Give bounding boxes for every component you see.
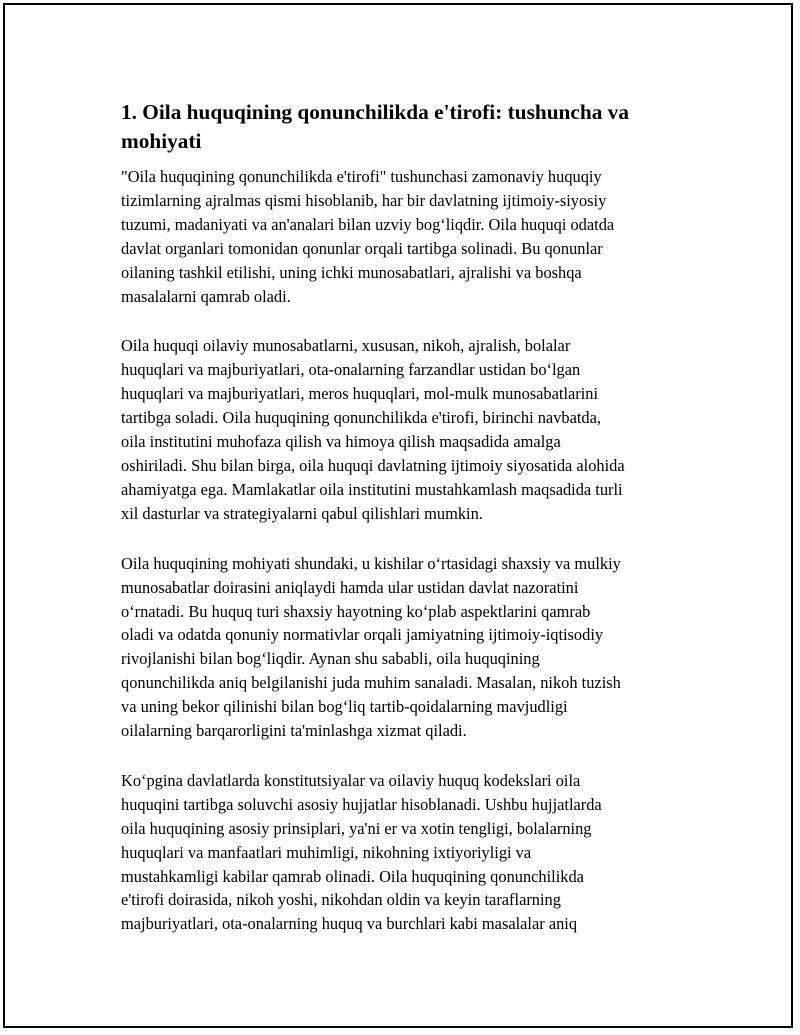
text-line: oila institutini muhofaza qilish va himoya qilish maqsadida amalga	[121, 432, 561, 452]
paragraph-1	[121, 165, 701, 308]
text-line: rivojlanishi bilan bog‘liqdir. Aynan shu sababli, oila huquqining	[121, 649, 540, 669]
text-line: Ko‘pgina davlatlarda konstitutsiyalar va oilaviy huquq kodekslari oila	[121, 770, 581, 790]
text-line: huquqlari va manfaatlari muhimligi, nikohning ixtiyoriyligi va	[121, 842, 532, 862]
paragraph-2	[121, 334, 701, 525]
text-line: oshiriladi. Shu bilan birga, oila huquqi davlatning ijtimoiy siyosatida alohida	[121, 455, 625, 475]
text-line: "Oila huquqining qonunchilikda e'tirofi" tushunchasi zamonaviy huquqiy	[121, 167, 602, 186]
text-line: oilaning tashkil etilishi, uning ichki munosabatlari, ajralishi va boshqa	[121, 262, 582, 282]
text-line: huquqlari va majburiyatlari, meros huquqlari, mol-mulk munosabatlarini	[121, 384, 599, 404]
text-line: majburiyatlari, ota-onalarning huquq va burchlari kabi masalalar aniq	[121, 914, 578, 934]
text-line: huquqini tartibga soluvchi asosiy hujjatlar hisoblanadi. Ushbu hujjatlarda	[121, 794, 602, 814]
text-line: huquqlari va majburiyatlari, ota-onalarning farzandlar ustidan bo‘lgan	[121, 360, 581, 380]
document-body	[121, 97, 701, 962]
text-line: oilalarning barqarorligini ta'minlashga xizmat qiladi.	[121, 721, 467, 741]
paragraph-4	[121, 769, 701, 936]
heading-line: 1. Oila huquqining qonunchilikda e'tirofi: tushuncha va	[121, 100, 629, 124]
text-line: o‘rnatadi. Bu huquq turi shaxsiy hayotning ko‘plab aspektlarini qamrab	[121, 601, 591, 621]
text-line: munosabatlar doirasini aniqlaydi hamda ular ustidan davlat nazoratini	[121, 577, 579, 597]
text-line: oladi va odatda qonuniy normativlar orqali jamiyatning ijtimoiy-iqtisodiy	[121, 625, 604, 645]
text-line: mustahkamligi kabilar qamrab olinadi. Oila huquqining qonunchilikda	[121, 866, 584, 886]
heading-line: mohiyati	[121, 129, 202, 153]
text-line: davlat organlari tomonidan qonunlar orqali tartibga solinadi. Bu qonunlar	[121, 238, 603, 258]
paragraph-3	[121, 552, 701, 743]
text-line: va uning bekor qilinishi bilan bog‘liq tartib-qoidalarning mavjudligi	[121, 697, 568, 717]
page-frame	[3, 3, 793, 1028]
text-line: qonunchilikda aniq belgilanishi juda muhim sanaladi. Masalan, nikoh tuzish	[121, 673, 621, 693]
text-line: xil dasturlar va strategiyalarni qabul qilishlari mumkin.	[121, 503, 483, 523]
section-heading	[121, 97, 701, 156]
text-line: tartibga soladi. Oila huquqining qonunchilikda e'tirofi, birinchi navbatda,	[121, 408, 601, 428]
text-line: Oila huquqining mohiyati shundaki, u kishilar o‘rtasidagi shaxsiy va mulkiy	[121, 553, 621, 573]
text-line: tuzumi, madaniyati va an'analari bilan uzviy bog‘liqdir. Oila huquqi odatda	[121, 214, 615, 234]
text-line: Oila huquqi oilaviy munosabatlarni, xususan, nikoh, ajralish, bolalar	[121, 336, 571, 356]
text-line: e'tirofi doirasida, nikoh yoshi, nikohdan oldin va keyin taraflarning	[121, 890, 561, 910]
text-line: tizimlarning ajralmas qismi hisoblanib, har bir davlatning ijtimoiy-siyosiy	[121, 190, 607, 210]
text-line: ahamiyatga ega. Mamlakatlar oila institutini mustahkamlash maqsadida turli	[121, 479, 623, 499]
text-line: oila huquqining asosiy prinsiplari, ya'ni er va xotin tengligi, bolalarning	[121, 818, 592, 838]
text-line: masalalarni qamrab oladi.	[121, 286, 291, 306]
